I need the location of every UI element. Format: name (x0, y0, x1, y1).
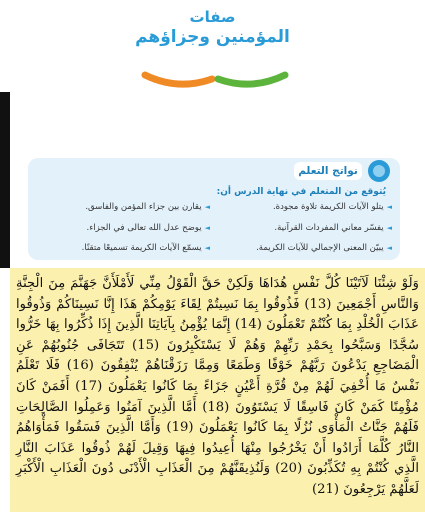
outcomes-heading: نواتج التعلم (294, 162, 362, 180)
list-item: ◄يسمّع الآيات الكريمة تسميعًا متقنًا. (81, 243, 210, 254)
bullet-icon: ◄ (386, 203, 392, 211)
outcomes-list (36, 200, 392, 258)
bullet-icon: ◄ (204, 223, 210, 232)
list-item: ◄يقارن بين جزاء المؤمن والفاسق. (85, 202, 210, 212)
lesson-title-line2: المؤمنين وجزاؤهم (135, 27, 290, 47)
learning-outcomes-panel (28, 158, 400, 260)
bullet-icon: ◄ (386, 244, 392, 253)
list-item: ◄يبيّن المعنى الإجمالي للآيات الكريمة. (256, 243, 392, 254)
bullet-icon: ◄ (204, 203, 210, 211)
outcomes-intro: يُتوقع من المتعلم في نهاية الدرس أن: (216, 187, 386, 197)
bullet-icon: ◄ (204, 244, 210, 253)
left-edge-bar (0, 92, 10, 268)
decorative-swoosh (140, 65, 290, 95)
quran-verses-box (10, 268, 425, 512)
verses-text: وَلَوْ شِئْنَا لَآتَيْنَا كُلَّ نَفْسٍ هُدَاهَا وَلَكِنْ حَقَّ الْقَوْلُ مِنِّي لَأَمْلَأَنَّ جَهَنَّمَ مِنَ الْجِنَّةِ وَالنَّاسِ أَجْمَعِينَ (13) فَذُوقُوا بِمَا نَسِيتُمْ لِقَاءَ يَوْمِكُمْ هَذَا إِنَّا نَسِينَاكُمْ وَذُوقُوا عَذَابَ الْخُلْدِ بِمَا كُنْتُمْ تَعْمَلُونَ (14) إِنَّمَا يُؤْمِنُ بِآيَاتِنَا الَّذِينَ إِذَا ذُكِّرُوا بِهَا خَرُّوا سُجَّدًا وَسَبَّحُوا بِحَمْدِ رَبِّهِمْ وَهُمْ لَا يَسْتَكْبِرُونَ (15) تَتَجَافَى جُنُوبُهُمْ عَنِ الْمَضَاجِعِ يَدْعُونَ رَبَّهُمْ خَوْفًا وَطَمَعًا وَمِمَّا رَزَقْنَاهُمْ يُنْفِقُونَ (16) فَلَا تَعْلَمُ نَفْسٌ مَا أُخْفِيَ لَهُمْ مِنْ قُرَّةِ أَعْيُنٍ جَزَاءً بِمَا كَانُوا يَعْمَلُونَ (17) أَفَمَنْ كَانَ مُؤْمِنًا كَمَنْ كَانَ فَاسِقًا لَا يَسْتَوُونَ (18) أَمَّا الَّذِينَ آمَنُوا وَعَمِلُوا الصَّالِحَاتِ فَلَهُمْ جَنَّاتُ الْمَأْوَى نُزُلًا بِمَا كَانُوا يَعْمَلُونَ (19) وَأَمَّا الَّذِينَ فَسَقُوا فَمَأْوَاهُمُ النَّارُ كُلَّمَا أَرَادُوا أَنْ يَخْرُجُوا مِنْهَا أُعِيدُوا فِيهَا وَقِيلَ لَهُمْ ذُوقُوا عَذَابَ النَّارِ الَّذِي كُنْتُمْ بِهِ تُكَذِّبُونَ (20) وَلَنُذِيقَنَّهُمْ مِنَ الْعَذَابِ الْأَدْنَى دُونَ الْعَذَابِ الْأَكْبَرِ لَعَلَّهُمْ يَرْجِعُونَ (21) (16, 276, 419, 497)
target-icon (368, 160, 390, 182)
lesson-title-line1: صفات (189, 8, 236, 26)
list-item: ◄يفسّر معاني المفردات القرآنية. (274, 222, 392, 233)
lesson-title (0, 8, 425, 48)
list-item: ◄يوضح عدل الله تعالى في الجزاء. (86, 222, 210, 233)
list-item: ◄يتلو الآيات الكريمة تلاوة مجودة. (272, 202, 392, 212)
bullet-icon: ◄ (386, 223, 392, 232)
